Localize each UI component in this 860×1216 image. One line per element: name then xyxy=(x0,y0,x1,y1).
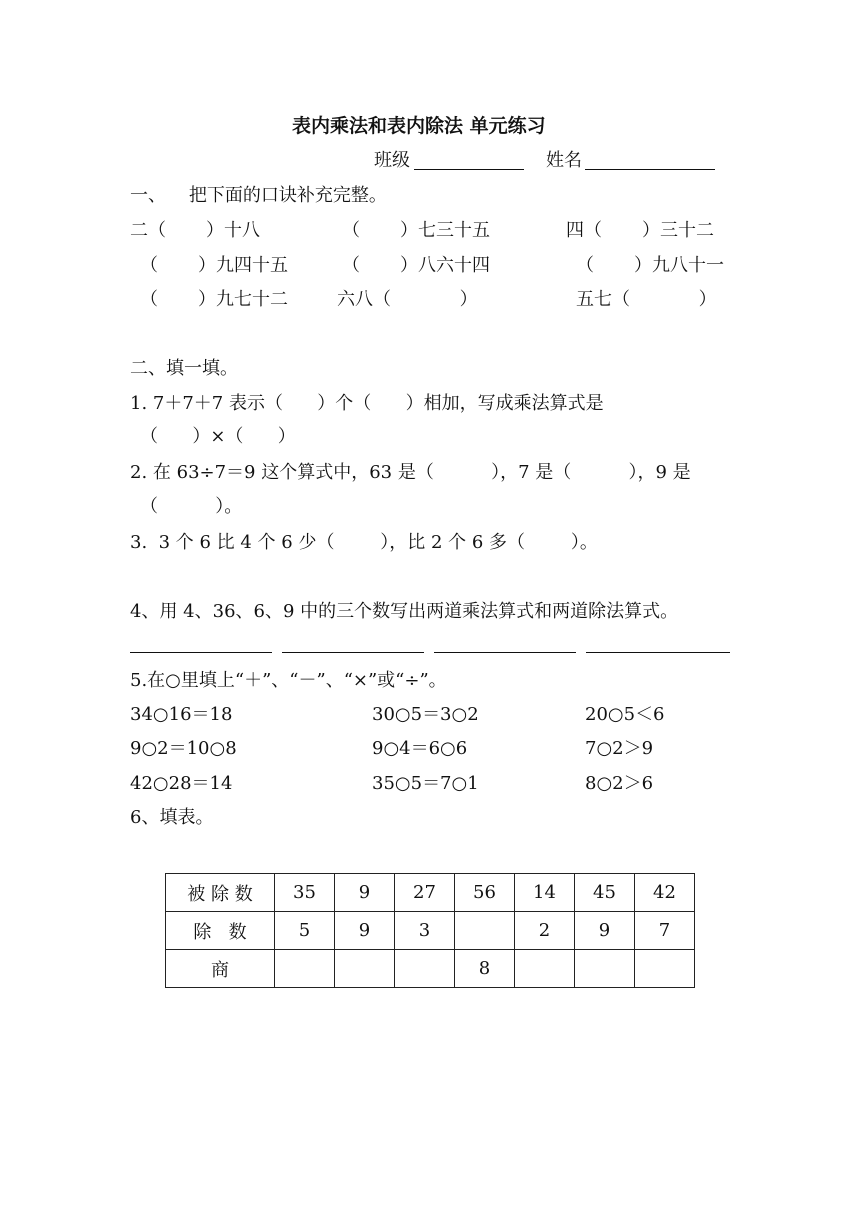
table-cell: 45 xyxy=(575,874,635,912)
table-cell: 14 xyxy=(515,874,575,912)
table-cell: 2 xyxy=(515,912,575,950)
question-2-continued: （ ）。 xyxy=(140,496,243,517)
rhyme-item: （ ）七三十五 xyxy=(342,220,491,241)
question-6-heading: 6、填表。 xyxy=(130,807,214,828)
operator-item: 7○2＞9 xyxy=(585,738,654,759)
rhyme-item: （ ）九八十一 xyxy=(576,255,725,276)
row-label: 商 xyxy=(166,950,275,988)
table-cell[interactable] xyxy=(635,950,695,988)
question-5-heading: 5.在○里填上“＋”、“－”、“×”或“÷”。 xyxy=(130,670,447,691)
table-row-quotient xyxy=(166,950,695,988)
table-cell[interactable] xyxy=(515,950,575,988)
table-cell: 9 xyxy=(575,912,635,950)
table-cell: 8 xyxy=(455,950,515,988)
operator-item: 35○5＝7○1 xyxy=(372,773,479,794)
table-cell: 42 xyxy=(635,874,695,912)
operator-item: 8○2＞6 xyxy=(585,773,654,794)
table-cell: 9 xyxy=(335,874,395,912)
row-label: 被 除 数 xyxy=(166,874,275,912)
answer-line[interactable] xyxy=(282,652,424,653)
question-3: 3. 3 个 6 比 4 个 6 少（ ），比 2 个 6 多（ ）。 xyxy=(130,532,598,553)
table-cell[interactable] xyxy=(575,950,635,988)
operator-item: 20○5＜6 xyxy=(585,704,665,725)
rhyme-item: 四（ ）三十二 xyxy=(566,220,715,241)
question-4: 4、用 4、36、6、9 中的三个数写出两道乘法算式和两道除法算式。 xyxy=(130,601,679,622)
question-1: 1. 7＋7＋7 表示（ ）个（ ）相加，写成乘法算式是 xyxy=(130,393,604,414)
table-cell[interactable] xyxy=(275,950,335,988)
answer-line[interactable] xyxy=(586,652,730,653)
class-blank-line[interactable] xyxy=(414,169,524,170)
table-cell: 3 xyxy=(395,912,455,950)
name-blank-line[interactable] xyxy=(585,169,715,170)
table-cell[interactable] xyxy=(455,912,515,950)
operator-item: 34○16＝18 xyxy=(130,704,233,725)
table-row-divisor xyxy=(166,912,695,950)
table-cell: 9 xyxy=(335,912,395,950)
operator-item: 30○5＝3○2 xyxy=(372,704,479,725)
table-cell: 35 xyxy=(275,874,335,912)
section2-heading: 二、填一填。 xyxy=(130,358,238,379)
rhyme-item: （ ）九七十二 xyxy=(140,289,289,310)
rhyme-item: 六八（ ） xyxy=(337,289,478,310)
table-row-dividend xyxy=(166,874,695,912)
operator-item: 9○2＝10○8 xyxy=(130,738,237,759)
name-label: 姓名 xyxy=(546,150,582,171)
table-cell: 7 xyxy=(635,912,695,950)
row-label: 除 数 xyxy=(166,912,275,950)
answer-line[interactable] xyxy=(434,652,576,653)
table-cell[interactable] xyxy=(395,950,455,988)
rhyme-item: 五七（ ） xyxy=(576,289,717,310)
question-2: 2. 在 63÷7＝9 这个算式中，63 是（ ），7 是（ ），9 是 xyxy=(130,462,691,483)
table-cell: 27 xyxy=(395,874,455,912)
operator-item: 42○28＝14 xyxy=(130,773,233,794)
table-cell: 5 xyxy=(275,912,335,950)
question-1-continued: （ ）×（ ） xyxy=(140,426,296,447)
page-title: 表内乘法和表内除法 单元练习 xyxy=(292,115,546,137)
answer-line[interactable] xyxy=(130,652,272,653)
division-table xyxy=(165,873,695,988)
table-cell: 56 xyxy=(455,874,515,912)
rhyme-item: （ ）九四十五 xyxy=(140,255,289,276)
table-cell[interactable] xyxy=(335,950,395,988)
section1-heading: 一、 把下面的口诀补充完整。 xyxy=(130,185,387,206)
rhyme-item: （ ）八六十四 xyxy=(342,255,491,276)
rhyme-item: 二（ ）十八 xyxy=(130,220,261,241)
operator-item: 9○4＝6○6 xyxy=(372,738,468,759)
class-label: 班级 xyxy=(374,150,410,171)
